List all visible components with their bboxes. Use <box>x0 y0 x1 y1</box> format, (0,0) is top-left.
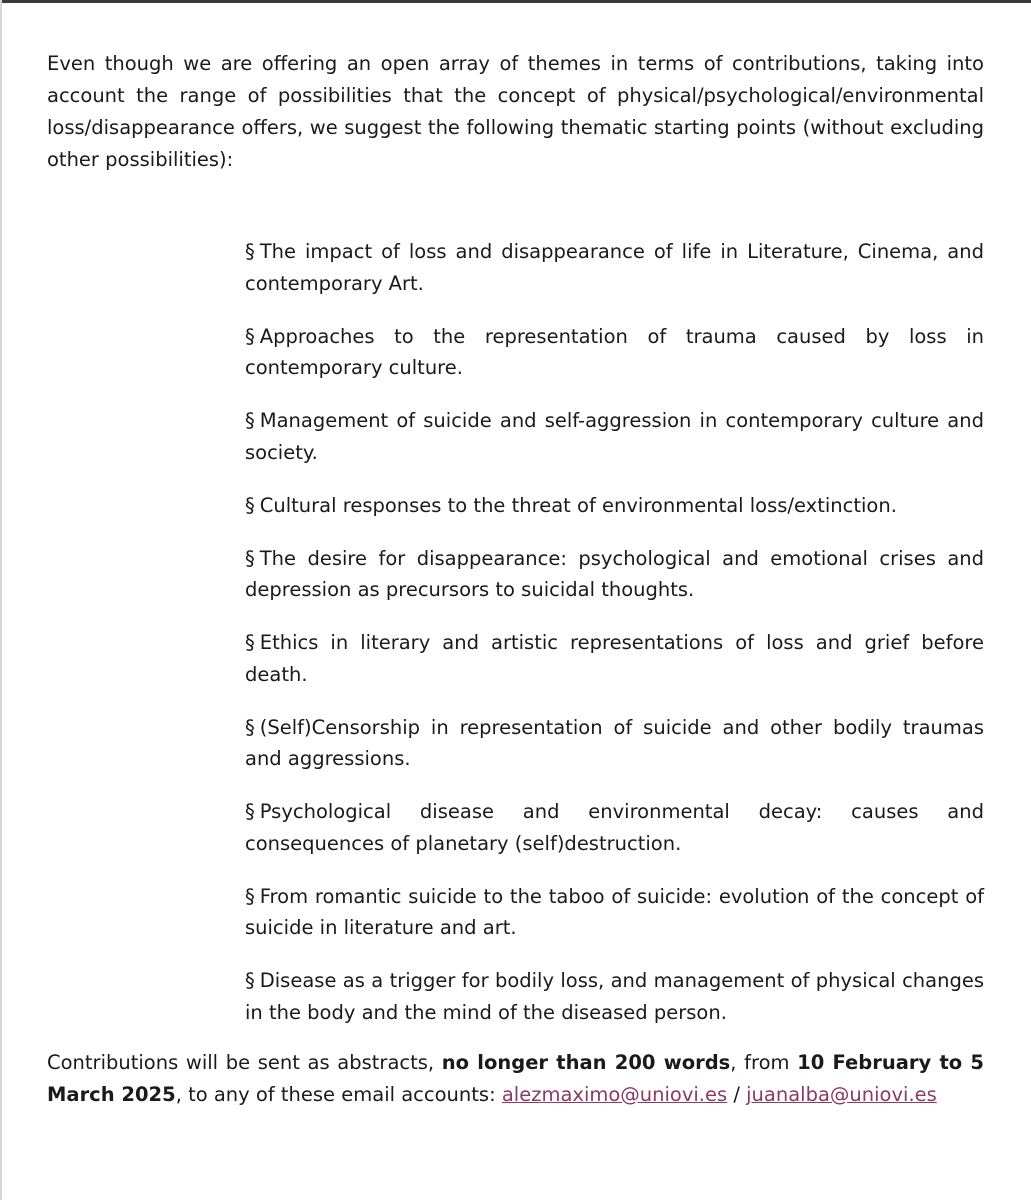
section-mark: § <box>245 800 255 823</box>
thematic-list <box>245 236 984 1028</box>
list-item: § Cultural responses to the threat of environmental loss/extinction. <box>245 493 897 517</box>
section-mark: § <box>245 493 255 517</box>
section-mark: § <box>245 409 255 432</box>
left-border <box>0 0 2 1200</box>
section-mark: § <box>245 324 255 348</box>
list-item: § Psychological disease and environmental decay: causes and consequences of planetary (self)destruction. <box>245 800 984 855</box>
section-mark: § <box>245 715 255 739</box>
section-mark: § <box>245 240 255 263</box>
section-mark: § <box>245 546 255 570</box>
document-page <box>47 48 984 1111</box>
list-item: § (Self)Censorship in representation of suicide and other bodily traumas and aggressions. <box>245 715 984 770</box>
email-link-juanalba[interactable]: juanalba@uniovi.es <box>746 1082 937 1106</box>
list-item: § Management of suicide and self-aggression in contemporary culture and society. <box>245 409 984 464</box>
list-item: § From romantic suicide to the taboo of suicide: evolution of the concept of suicide in literature and art. <box>245 884 984 939</box>
top-border <box>0 0 1031 3</box>
intro-paragraph: Even though we are offering an open array of themes in terms of contributions, taking into account the range of possibilities that the concept of physical/psychological/environmental loss/disappearance offers, we suggest the following thematic starting points (without excluding other possibilities): <box>47 52 984 171</box>
list-item: § Ethics in literary and artistic representations of loss and grief before death. <box>245 631 984 686</box>
submission-dates: 10 February to 5 March 2025 <box>47 1050 984 1106</box>
section-mark: § <box>245 884 255 908</box>
section-mark: § <box>245 631 255 654</box>
list-item: § Disease as a trigger for bodily loss, and management of physical changes in the body and the mind of the diseased person. <box>245 969 984 1024</box>
list-item: § The desire for disappearance: psychological and emotional crises and depression as precursors to suicidal thoughts. <box>245 546 984 601</box>
word-limit: no longer than 200 words <box>441 1050 731 1074</box>
section-mark: § <box>245 969 255 992</box>
list-item: § Approaches to the representation of trauma caused by loss in contemporary culture. <box>245 324 984 379</box>
list-item: § The impact of loss and disappearance of life in Literature, Cinema, and contemporary Art. <box>245 240 984 295</box>
closing-paragraph: Contributions will be sent as abstracts, no longer than 200 words, from 10 February to 5 March 2025, to any of these email accounts: alezmaximo@uniovi.es / juanalba@uniovi.es <box>47 1050 984 1106</box>
email-link-alezmaximo[interactable]: alezmaximo@uniovi.es <box>501 1082 728 1106</box>
